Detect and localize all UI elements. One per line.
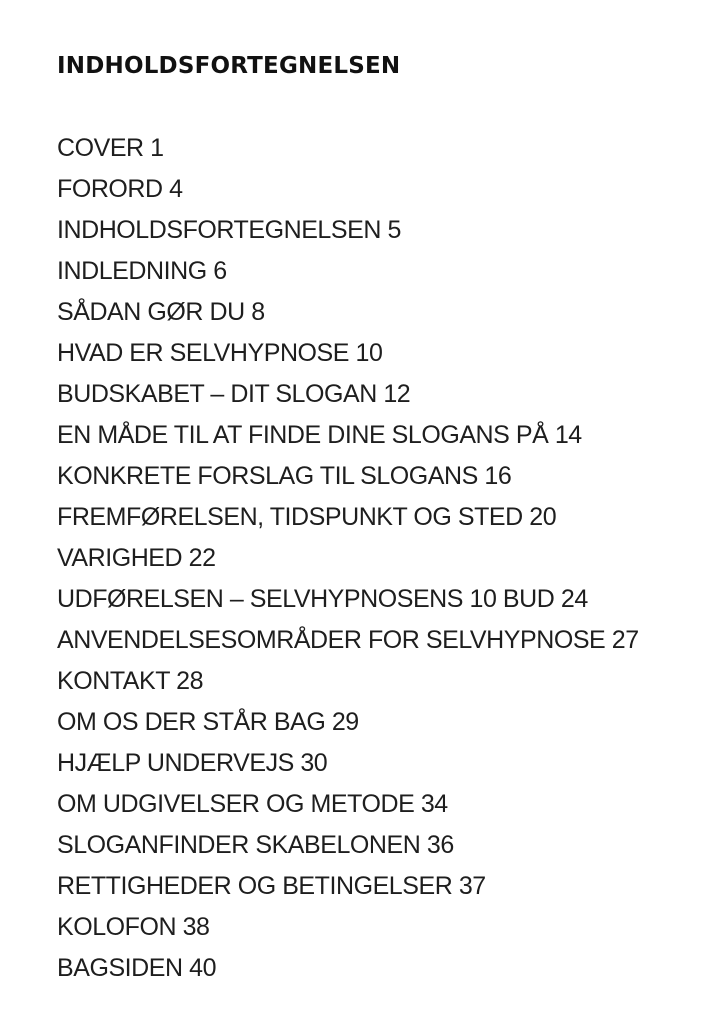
toc-entry-title: EN MÅDE TIL AT FINDE DINE SLOGANS PÅ	[57, 421, 549, 449]
toc-entry-page: 4	[169, 175, 183, 203]
toc-entry-title: HJÆLP UNDERVEJS	[57, 749, 294, 777]
toc-entry-title: VARIGHED	[57, 544, 183, 572]
toc-entry-title: SLOGANFINDER SKABELONEN	[57, 831, 421, 859]
toc-entry-title: KOLOFON	[57, 913, 177, 941]
toc-entry	[57, 251, 639, 292]
toc-entry	[57, 415, 639, 456]
toc-entry-page: 5	[387, 216, 401, 244]
toc-entry-title: BAGSIDEN	[57, 954, 183, 982]
toc-entry	[57, 456, 639, 497]
toc-heading: INDHOLDSFORTEGNELSEN	[57, 53, 401, 79]
toc-entry-page: 40	[189, 954, 217, 982]
toc-entry	[57, 374, 639, 415]
toc-entry	[57, 620, 639, 661]
toc-entry-page: 1	[150, 134, 164, 162]
toc-entry-title: UDFØRELSEN – SELVHYPNOSENS 10 BUD	[57, 585, 555, 613]
toc-entry-page: 16	[484, 462, 512, 490]
toc-entry	[57, 497, 639, 538]
toc-entry-title: KONTAKT	[57, 667, 170, 695]
toc-entry-title: SÅDAN GØR DU	[57, 298, 245, 326]
toc-entry-page: 36	[426, 831, 454, 859]
toc-entry-title: KONKRETE FORSLAG TIL SLOGANS	[57, 462, 478, 490]
toc-entry-page: 28	[176, 667, 204, 695]
toc-entry-page: 27	[611, 626, 639, 654]
toc-entry-title: INDLEDNING	[57, 257, 207, 285]
toc-entry-title: FREMFØRELSEN, TIDSPUNKT OG STED	[57, 503, 523, 531]
toc-entry-title: HVAD ER SELVHYPNOSE	[57, 339, 349, 367]
toc-entry-page: 37	[458, 872, 486, 900]
toc-entry	[57, 210, 639, 251]
toc-entry-page: 22	[188, 544, 216, 572]
toc-entry-page: 12	[383, 380, 411, 408]
toc-entry-page: 34	[420, 790, 448, 818]
toc-entry	[57, 825, 639, 866]
toc-entry	[57, 661, 639, 702]
toc-entry-title: OM UDGIVELSER OG METODE	[57, 790, 415, 818]
toc-entry-title: INDHOLDSFORTEGNELSEN	[57, 216, 381, 244]
toc-entry	[57, 169, 639, 210]
toc-entry	[57, 907, 639, 948]
toc-entry	[57, 948, 639, 989]
toc-entry-page: 38	[182, 913, 210, 941]
toc-entry-page: 29	[331, 708, 359, 736]
toc-entry-page: 20	[529, 503, 557, 531]
toc-entry-page: 8	[251, 298, 265, 326]
toc-entry-title: BUDSKABET – DIT SLOGAN	[57, 380, 377, 408]
toc-entry-title: FORORD	[57, 175, 163, 203]
toc-entry	[57, 128, 639, 169]
toc-entry	[57, 538, 639, 579]
toc-entry	[57, 292, 639, 333]
toc-list	[57, 128, 639, 989]
toc-entry-page: 10	[355, 339, 383, 367]
toc-entry	[57, 702, 639, 743]
toc-entry-title: ANVENDELSESOMRÅDER FOR SELVHYPNOSE	[57, 626, 606, 654]
toc-entry	[57, 866, 639, 907]
toc-entry	[57, 579, 639, 620]
toc-entry-title: OM OS DER STÅR BAG	[57, 708, 326, 736]
toc-entry-page: 6	[213, 257, 227, 285]
toc-entry	[57, 333, 639, 374]
toc-entry	[57, 784, 639, 825]
toc-entry-title: RETTIGHEDER OG BETINGELSER	[57, 872, 453, 900]
toc-entry	[57, 743, 639, 784]
toc-entry-title: COVER	[57, 134, 144, 162]
toc-entry-page: 14	[554, 421, 582, 449]
toc-entry-page: 30	[300, 749, 328, 777]
toc-entry-page: 24	[560, 585, 588, 613]
